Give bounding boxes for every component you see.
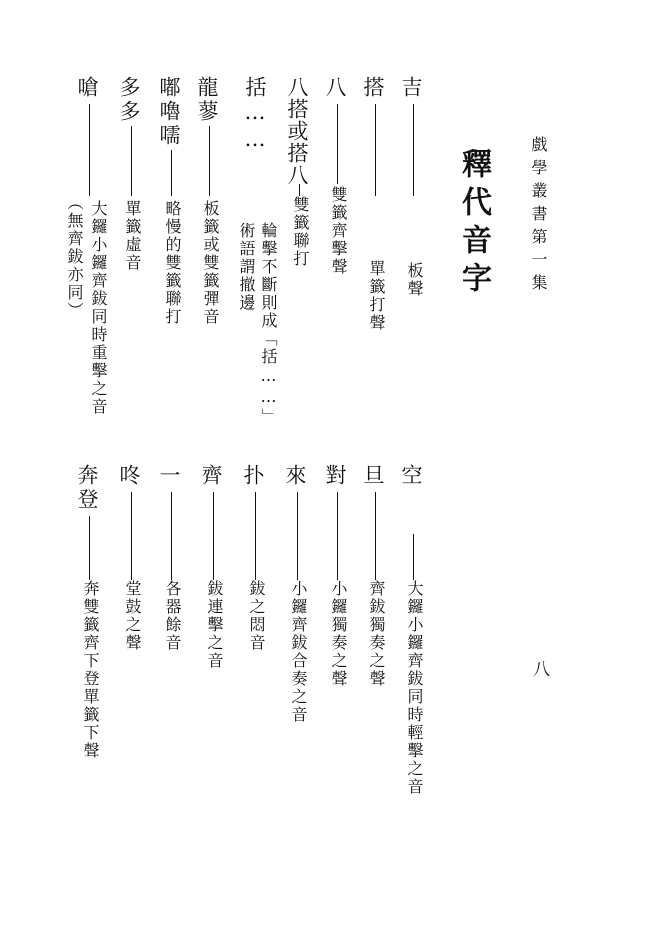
entry-term: 齊 [199, 464, 223, 488]
entry-term: 來 [283, 464, 307, 488]
entry-definition: 輪擊不斷則成「括……」 [259, 222, 278, 426]
glossary-entry [157, 76, 186, 326]
entry-dash [255, 492, 256, 580]
entry-term: 旦 [361, 464, 385, 488]
entry-term: 空 [399, 464, 423, 488]
section-title: 釋代音字 [456, 148, 491, 300]
entry-definition: 小鑼齊鈸合奏之音 [289, 580, 308, 724]
entry-term: 括…… [243, 76, 267, 154]
entry-dash [413, 104, 414, 196]
entry-definition: 鈸之悶音 [247, 580, 266, 652]
glossary-entry [65, 76, 116, 416]
entry-definition-continued: （無齊鈸亦同） [65, 194, 84, 320]
glossary-entry [361, 464, 390, 688]
entry-dash [131, 126, 132, 196]
entry-definition: 板籤或雙籤彈音 [201, 200, 220, 326]
entry-dash [213, 492, 214, 580]
glossary-entry [75, 464, 104, 760]
entry-definition: 雙籤聯打 [291, 196, 310, 268]
entry-dash [171, 150, 172, 196]
entry-definition: 小鑼獨奏之聲 [329, 580, 348, 688]
entry-dash [209, 126, 210, 196]
entry-term: 多多 [117, 76, 141, 124]
series-title: 戲學叢書第一集 [529, 136, 548, 297]
entry-term: 吉 [399, 76, 423, 100]
entry-term: 嗆 [75, 76, 99, 100]
glossary-entry [323, 76, 352, 276]
glossary-entry [117, 464, 146, 652]
entry-definition: 板聲 [405, 262, 424, 298]
entry-dash [413, 534, 414, 580]
entry-definition: 奔雙籤齊下登單籤下聲 [81, 580, 100, 760]
entry-definition: 大鑼小鑼齊鈸同時輕擊之音 [405, 580, 424, 796]
entry-dash [89, 104, 90, 196]
entry-definition: 單籤打聲 [367, 260, 386, 332]
entry-definition: 大鑼小鑼齊鈸同時重擊之音 [89, 200, 108, 416]
entry-term: 八搭或搭八 [285, 76, 309, 186]
glossary-entry [361, 76, 390, 332]
entry-definition: 堂鼓之聲 [123, 580, 142, 652]
entry-definition: 齊鈸獨奏之聲 [367, 580, 386, 688]
glossary-entry [237, 76, 284, 426]
entry-dash [131, 492, 132, 580]
entry-dash [375, 104, 376, 196]
entry-term: 咚 [117, 464, 141, 488]
entry-term: 奔登 [75, 464, 99, 512]
entry-definition: 單籤虛音 [123, 200, 142, 272]
entry-dash [297, 492, 298, 580]
glossary-entry [399, 76, 428, 298]
glossary-entry [283, 464, 312, 724]
glossary-entry [323, 464, 352, 688]
entry-term: 搭 [361, 76, 385, 100]
entry-dash [375, 492, 376, 580]
entry-dash [299, 184, 300, 196]
entry-definition: 各器餘音 [163, 580, 182, 652]
entry-dash [337, 104, 338, 184]
entry-definition: 雙籤齊擊聲 [329, 186, 348, 276]
glossary-entry [195, 76, 224, 326]
glossary-entry [117, 76, 146, 272]
glossary-entry [399, 464, 440, 796]
entry-term: 扑 [241, 464, 265, 488]
glossary-entry [241, 464, 270, 652]
glossary-entry [199, 464, 228, 670]
entry-term: 嘟嚕嚅 [157, 76, 181, 148]
entry-term: 龍蓼 [195, 76, 219, 124]
entry-definition: 鈸連擊之音 [205, 580, 224, 670]
entry-definition-continued: 術語謂撤邊 [237, 222, 256, 312]
entry-term: 一 [157, 464, 181, 488]
entry-dash [89, 516, 90, 580]
entry-dash [337, 492, 338, 580]
entry-dash [171, 492, 172, 580]
page-number: 八 [529, 660, 549, 677]
glossary-entry [285, 76, 314, 268]
glossary-entry [157, 464, 186, 652]
entry-term: 對 [323, 464, 347, 488]
entry-definition: 略慢的雙籤聯打 [163, 200, 182, 326]
entry-term: 八 [323, 76, 347, 100]
